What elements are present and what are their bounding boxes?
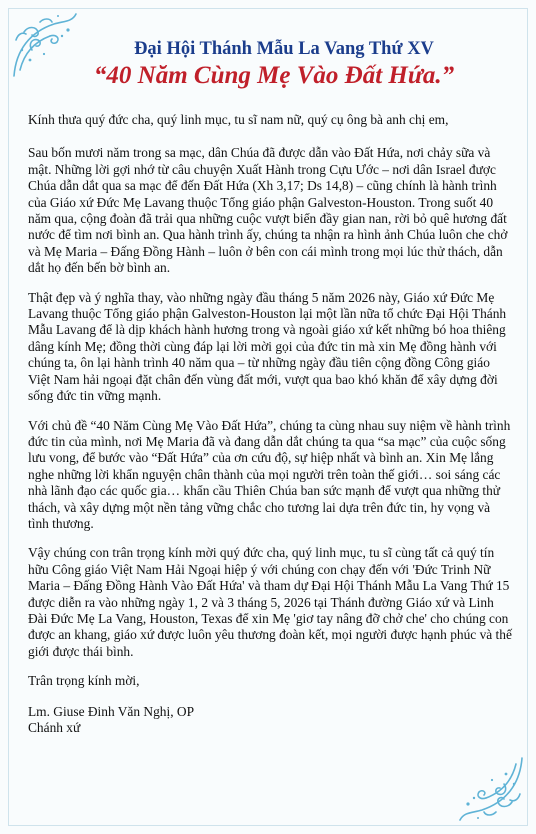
paragraph: Vậy chúng con trân trọng kính mời quý đức cha, quý linh mục, tu sĩ cùng tất cả quý tín hữu Công giáo Việt Nam Hải Ngoại hiệp ý với chúng con chạy đến với 'Đức Trinh Nữ Maria – Đấng Đồng Hành Vào Đất Hứa' và tham dự Đại Hội Thánh Mẫu La Vang Thứ 15 được diễn ra vào những ngày 1, 2 và 3 tháng 5, 2026 tại Thánh đường Giáo xứ và Linh Đài Đức Mẹ La Vang, Houston, Texas để xin Mẹ 'giơ tay nâng đỡ chở che' cho chúng con được an khang, giáo xứ được luôn yêu thương đoàn kết, mọi người được hạnh phúc và thế giới được thái bình. bbox=[28, 545, 512, 659]
letter-body bbox=[28, 112, 512, 736]
paragraph: Với chủ đề “40 Năm Cùng Mẹ Vào Đất Hứa”, chúng ta cùng nhau suy niệm về hành trình đức tin của mình, nơi Mẹ Maria đã và đang dẫn dắt chúng ta qua “sa mạc” của cuộc sống lưu vong, để bước vào “Đất Hứa” của ơn cứu độ, sự hiệp nhất và bình an. Xin Mẹ lắng nghe những lời khẩn nguyện chân thành của mọi người trên toàn thế giới… soi sáng các nhà lãnh đạo các quốc gia… khẩn cầu Thiên Chúa ban sức mạnh để vượt qua những thử thách, và xây dựng một nền tảng vững chắc cho tương lai dựa trên đức tin, hy vọng và tình thương. bbox=[28, 417, 511, 531]
paragraph: Thật đẹp và ý nghĩa thay, vào những ngày đầu tháng 5 năm 2026 này, Giáo xứ Đức Mẹ Lavang thuộc Tổng giáo phận Galveston-Houston lại một lần nữa tổ chức Đại Hội Thánh Mẫu Lavang để là dịp khách hành hương trong và ngoài giáo xứ kết những bó hoa thiêng dâng kính Mẹ; đồng thời cùng đáp lại lời mời gọi của đức tin mà xin Mẹ đồng hành với chúng ta, ôn lại hành trình 40 năm qua – từ những ngày đầu tiên cộng đồng Công giáo Việt Nam hải ngoại đặt chân đến vùng đất mới, vượt qua bao khó khăn để xây dựng đời sống đức tin vững mạnh. bbox=[28, 289, 507, 404]
paragraph: Sau bốn mươi năm trong sa mạc, dân Chúa đã được dẫn vào Đất Hứa, nơi chảy sữa và mật. Những lời gợi nhớ từ câu chuyện Xuất Hành trong Cựu Ước – nơi dân Israel được Chúa dẫn dắt qua sa mạc để đến Đất Hứa (Xh 3,17; Ds 14,8) – cũng chính là hành trình của Giáo xứ Đức Mẹ Lavang thuộc Tổng giáo phận Galveston-Houston. Trong suốt 40 năm qua, cộng đoàn đã trải qua những cuộc vượt biển đầy gian nan, rời bỏ quê hương đất nước để tìm nơi bình an. Qua hành trình ấy, chúng ta nhận ra hình ảnh Chúa luôn che chở và Mẹ Maria – Đấng Đồng Hành – luôn ở bên con cái mình trong mọi lúc thử thách, dẫn dắt họ đến bến bờ bình an. bbox=[28, 145, 508, 276]
closing: Trân trọng kính mời, bbox=[28, 673, 140, 689]
event-theme: “40 Năm Cùng Mẹ Vào Đất Hứa.” bbox=[93, 62, 455, 89]
greeting: Kính thưa quý đức cha, quý linh mục, tu sĩ nam nữ, quý cụ ông bà anh chị em, bbox=[28, 112, 449, 127]
swirl-ornament-icon bbox=[456, 754, 526, 824]
event-title: Đại Hội Thánh Mẫu La Vang Thứ XV bbox=[134, 39, 434, 59]
signature: Lm. Giuse Đinh Văn Nghị, OP bbox=[28, 703, 195, 719]
signer-role: Chánh xứ bbox=[28, 720, 81, 735]
